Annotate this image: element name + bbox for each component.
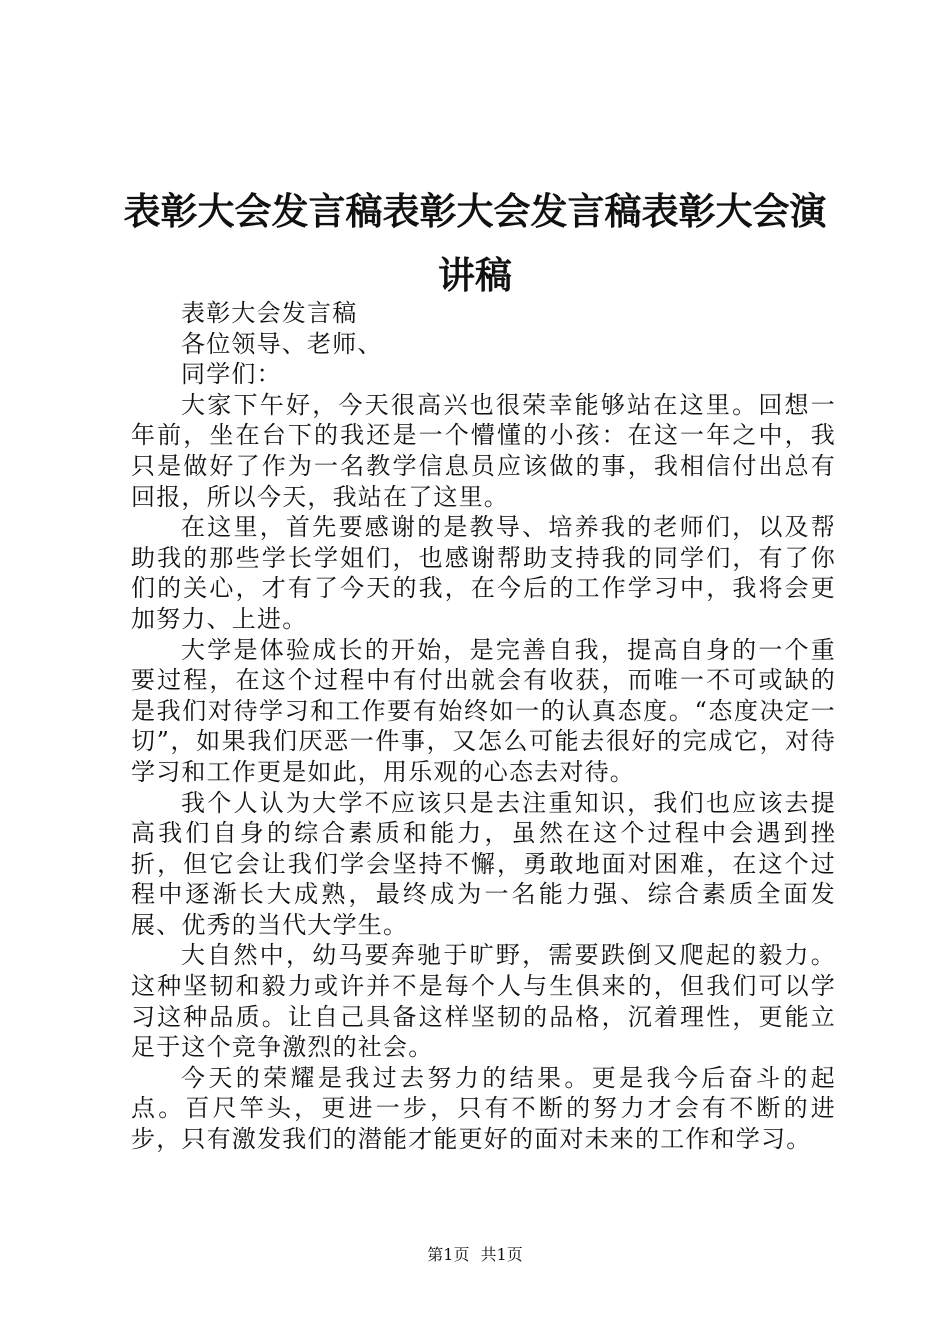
paragraph: 在这里，首先要感谢的是教导、培养我的老师们，以及帮助我的那些学长学姐们，也感谢帮助支持我的同学们，有了你们的关心，才有了今天的我，在今后的工作学习中，我将会更加努力、上进。	[131, 513, 836, 633]
paragraph-heading: 表彰大会发言稿	[181, 299, 358, 327]
paragraph: 大自然中，幼马要奔驰于旷野，需要跌倒又爬起的毅力。这种坚韧和毅力或许并不是每个人与生俱来的，但我们可以学习这种品质。让自己具备这样坚韧的品格，沉着理性，更能立足于这个竞争激烈的社会。	[131, 941, 836, 1062]
paragraph: 今天的荣耀是我过去努力的结果。更是我今后奋斗的起点。百尺竿头，更进一步，只有不断的努力才会有不断的进步，只有激发我们的潜能才能更好的面对未来的工作和学习。	[131, 1063, 836, 1154]
paragraph: 大家下午好，今天很高兴也很荣幸能够站在这里。回想一年前，坐在台下的我还是一个懵懂的小孩：在这一年之中，我只是做好了作为一名教学信息员应该做的事，我相信付出总有回报，所以今天，我站在了这里。	[131, 390, 836, 511]
page-number: 第1页	[427, 1245, 470, 1264]
document-body	[131, 298, 836, 1155]
page-footer	[0, 1244, 950, 1266]
paragraph-salutation-1: 各位领导、老师、	[181, 329, 383, 358]
document-title: 表彰大会发言稿表彰大会发言稿表彰大会演讲稿	[123, 190, 827, 297]
paragraph: 我个人认为大学不应该只是去注重知识，我们也应该去提高我们自身的综合素质和能力，虽然在这个过程中会遇到挫折，但它会让我们学会坚持不懈，勇敢地面对困难，在这个过程中逐渐长大成熟，最终成为一名能力强、综合素质全面发展、优秀的当代大学生。	[131, 788, 836, 939]
paragraph: 大学是体验成长的开始，是完善自我，提高自身的一个重要过程，在这个过程中有付出就会有收获，而唯一不可或缺的是我们对待学习和工作要有始终如一的认真态度。“态度决定一切”，如果我们厌恶一件事，又怎么可能去很好的完成它，对待学习和工作更是如此，用乐观的心态去对待。	[131, 635, 836, 786]
page-total: 共1页	[480, 1245, 523, 1264]
paragraph-salutation-2: 同学们：	[181, 360, 282, 389]
